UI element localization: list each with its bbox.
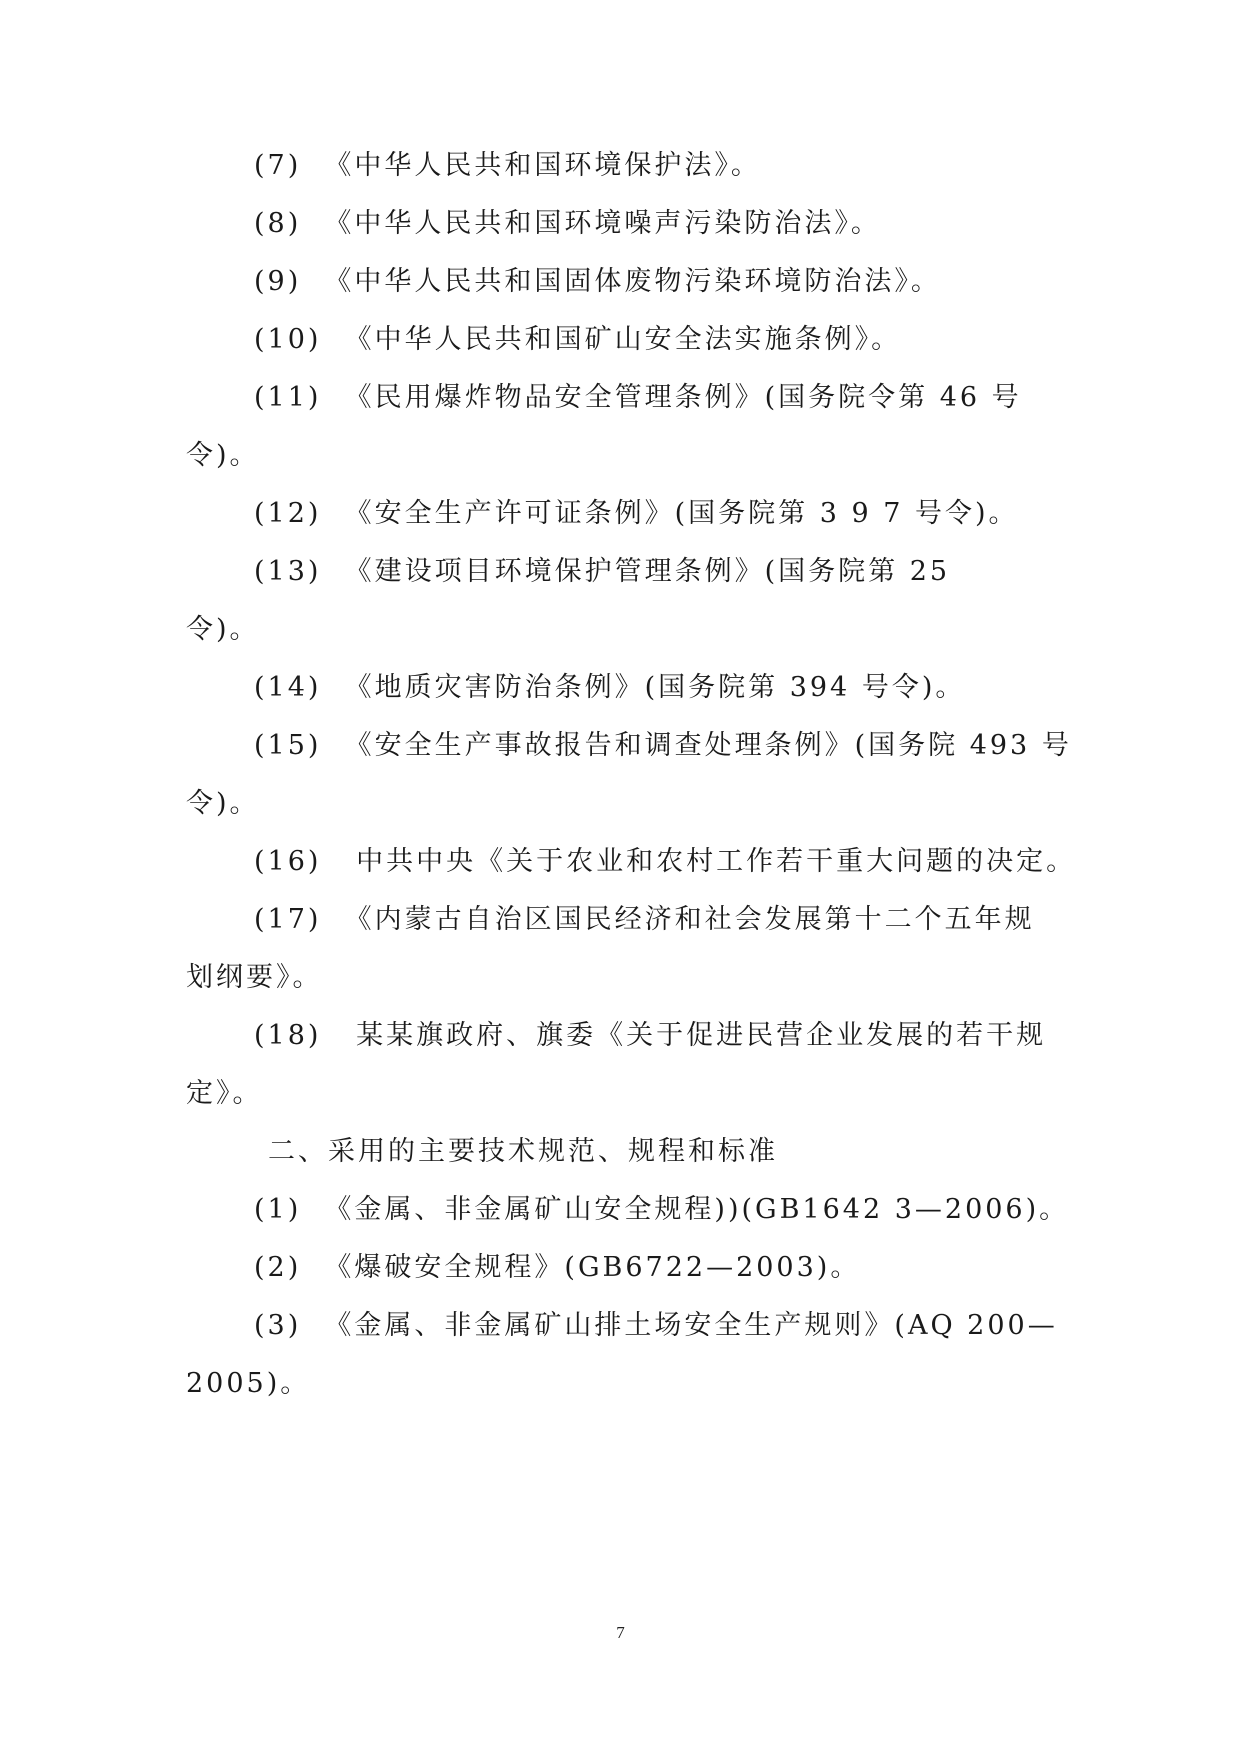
- list-item-16: (16) 中共中央《关于农业和农村工作若干重大问题的决定。: [254, 846, 1077, 877]
- list-item-15: (15) 《安全生产事故报告和调查处理条例》(国务院 493 号: [254, 730, 1072, 761]
- list-item-11: (11) 《民用爆炸物品安全管理条例》(国务院令第 46 号: [254, 382, 1022, 413]
- list-item-13-continued: 令)。: [186, 614, 260, 645]
- standard-item-1: (1) 《金属、非金属矿山安全规程))(GB1642 3—2006)。: [254, 1194, 1070, 1225]
- list-item-14: (14) 《地质灾害防治条例》(国务院第 394 号令)。: [254, 672, 966, 703]
- list-item-12: (12) 《安全生产许可证条例》(国务院第 3 9 7 号令)。: [254, 498, 1019, 529]
- standard-item-2: (2) 《爆破安全规程》(GB6722—2003)。: [254, 1252, 861, 1283]
- page-number: 7: [616, 1623, 625, 1642]
- section-heading: 二、采用的主要技术规范、规程和标准: [268, 1136, 778, 1167]
- list-item-8: (8) 《中华人民共和国环境噪声污染防治法》。: [254, 208, 881, 239]
- list-item-11-continued: 令)。: [186, 440, 260, 471]
- list-item-18-continued: 定》。: [186, 1078, 263, 1109]
- list-item-7: (7) 《中华人民共和国环境保护法》。: [254, 150, 761, 181]
- list-item-9: (9) 《中华人民共和国固体废物污染环境防治法》。: [254, 266, 941, 297]
- list-item-18: (18) 某某旗政府、旗委《关于促进民营企业发展的若干规: [254, 1020, 1047, 1051]
- standard-item-3-continued: 2005)。: [186, 1368, 311, 1399]
- list-item-15-continued: 令)。: [186, 788, 260, 819]
- list-item-13: (13) 《建设项目环境保护管理条例》(国务院第 25: [254, 556, 951, 587]
- list-item-10: (10) 《中华人民共和国矿山安全法实施条例》。: [254, 324, 902, 355]
- standard-item-3: (3) 《金属、非金属矿山排土场安全生产规则》(AQ 200—: [254, 1310, 1058, 1341]
- list-item-17-continued: 划纲要》。: [186, 962, 323, 993]
- list-item-17: (17) 《内蒙古自治区国民经济和社会发展第十二个五年规: [254, 904, 1035, 935]
